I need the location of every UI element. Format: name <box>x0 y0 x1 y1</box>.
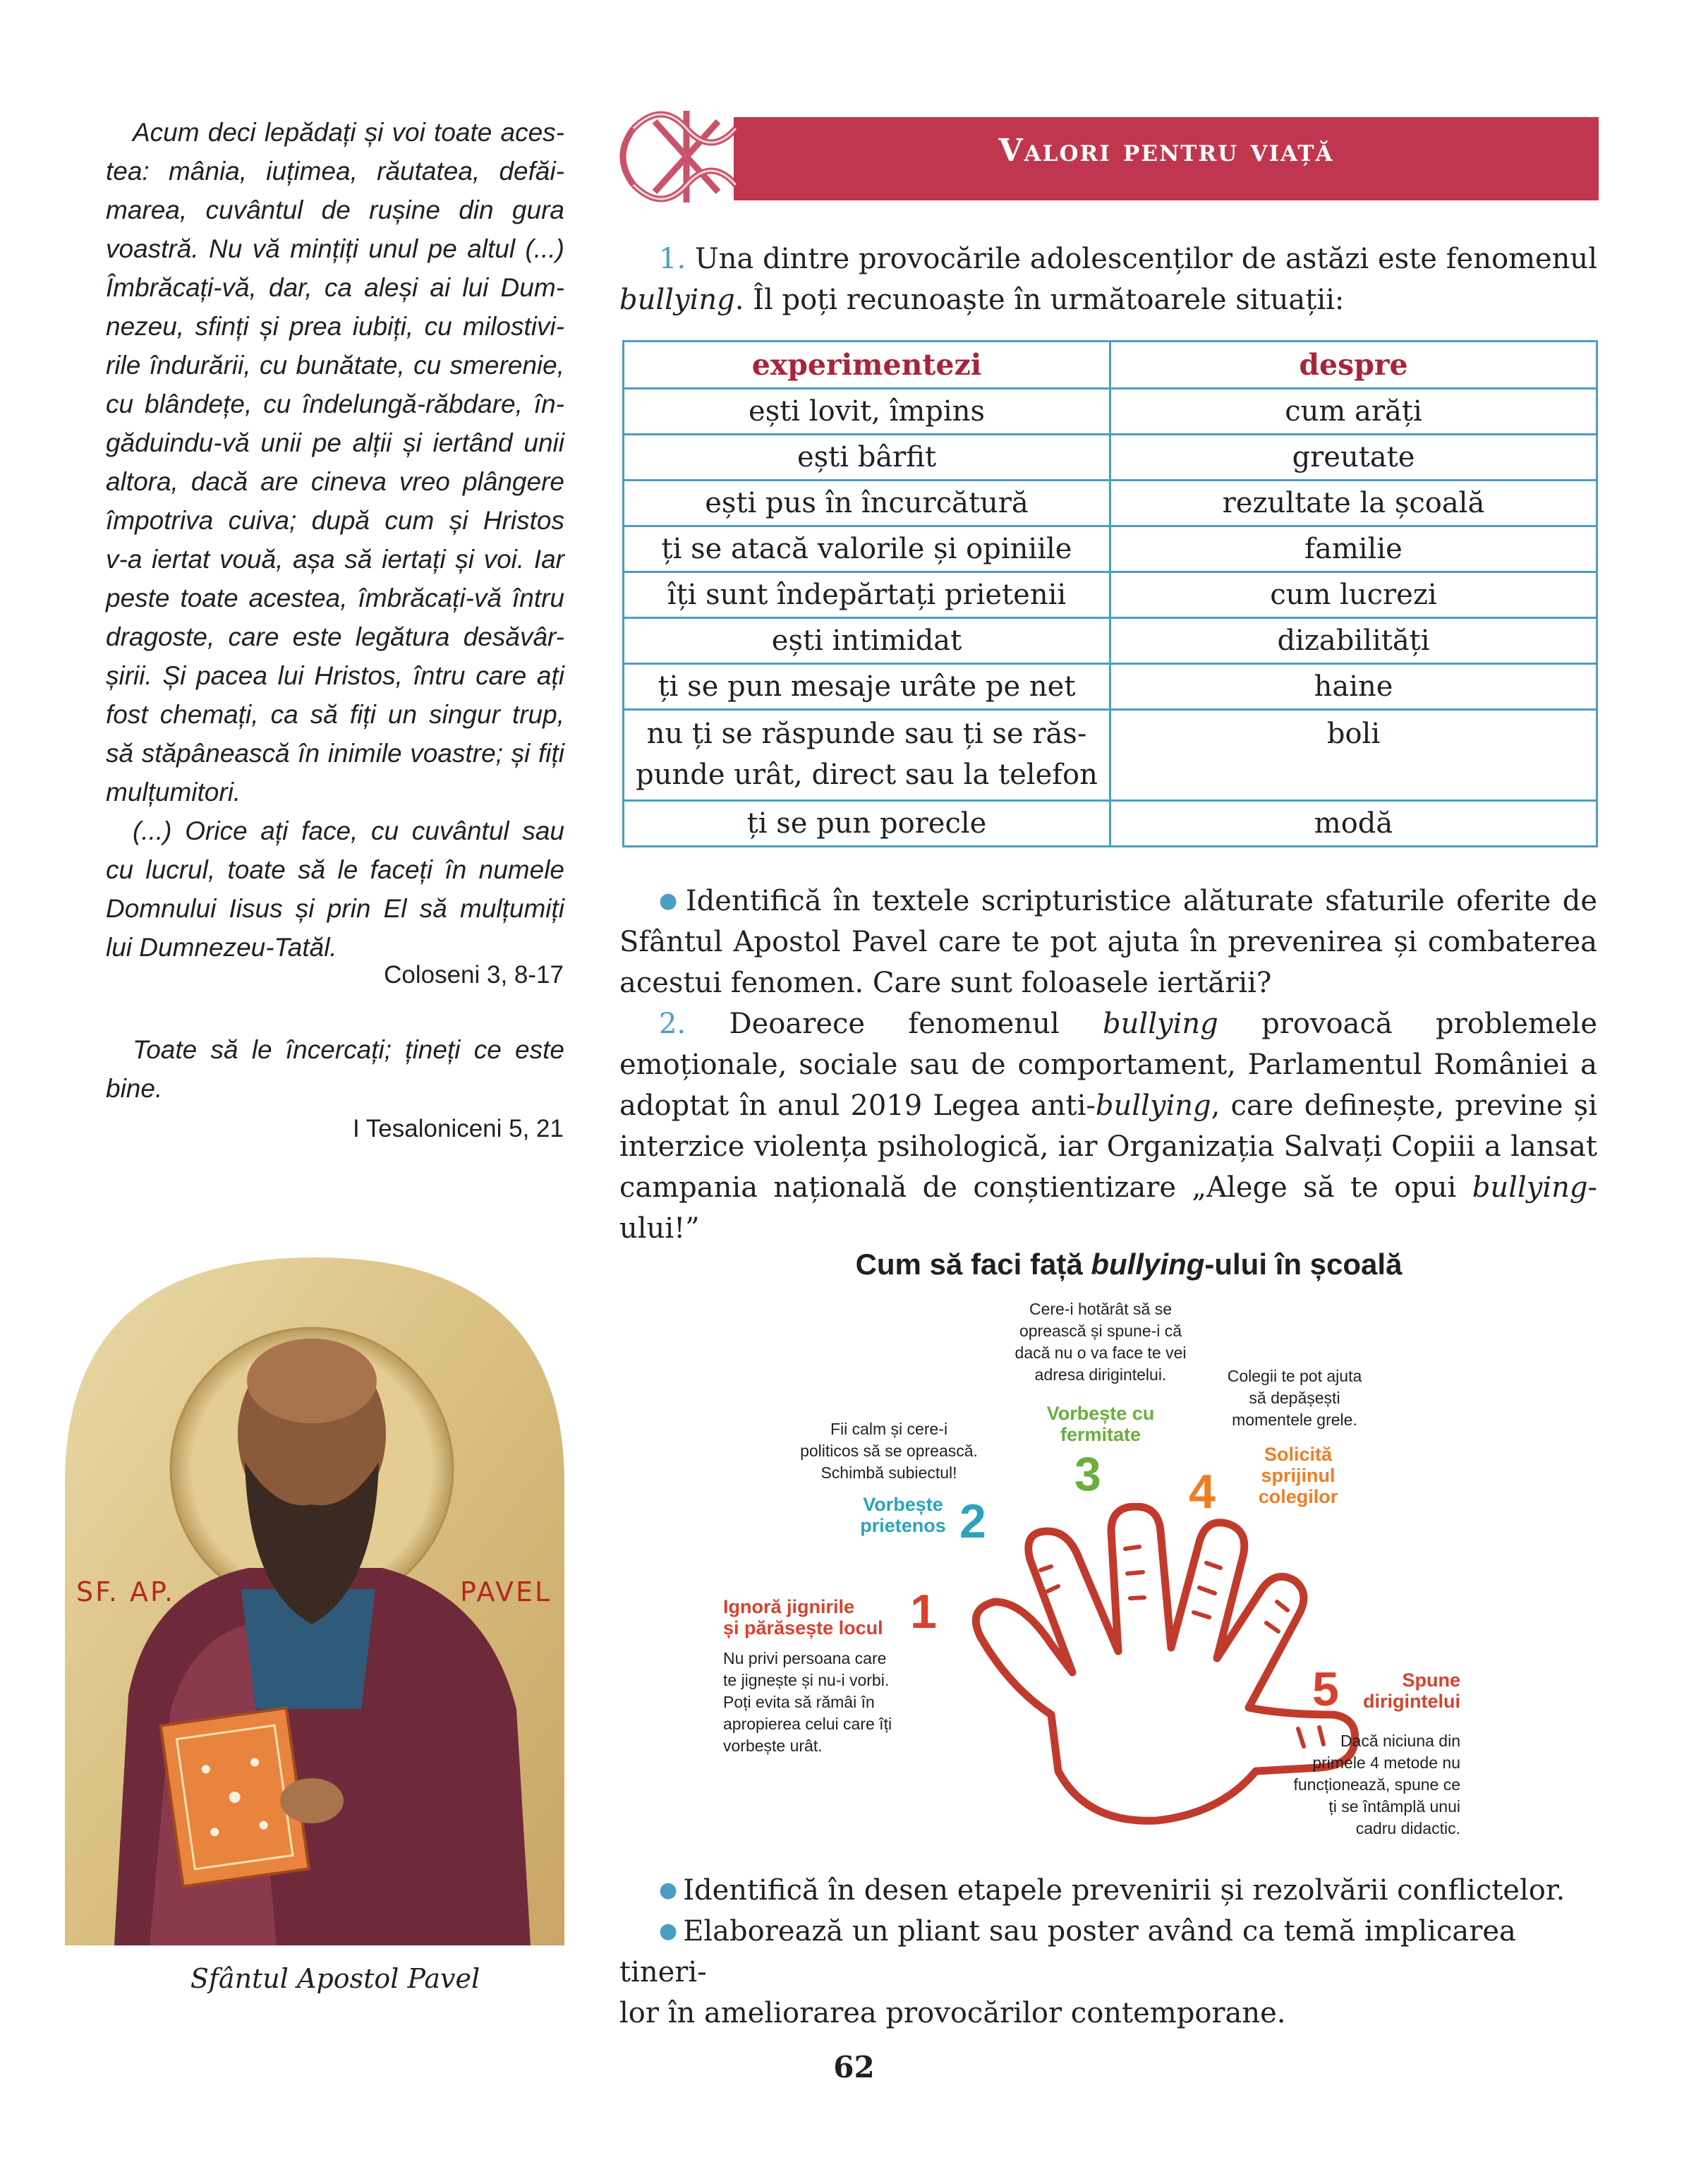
text-line: Solicită <box>1264 1444 1333 1465</box>
table-row <box>624 435 1597 481</box>
table-row <box>624 572 1597 618</box>
step-1-label <box>723 1596 907 1638</box>
bullet-3-text <box>619 1911 1597 2034</box>
bullet-icon: ● <box>659 1919 678 1943</box>
step-5-label <box>1355 1670 1460 1712</box>
text-emphasis: bullying <box>1472 1171 1588 1204</box>
cell-line: punde urât, direct sau la telefon <box>636 759 1098 791</box>
text-line: adresa dirigintelui. <box>1034 1365 1167 1384</box>
infographic-title <box>847 1248 1411 1281</box>
quote-lines <box>106 1030 564 1108</box>
task-number: 2. <box>659 1008 686 1040</box>
quote-line: șirii. Și pacea lui Hristos, întru care ați <box>106 661 564 690</box>
quote-lines <box>106 113 564 967</box>
text-line: momentele grele. <box>1232 1411 1357 1429</box>
column-header: despre <box>1110 342 1597 389</box>
quote-line: găduindu-vă unii pe alții și iertând unii <box>106 428 564 457</box>
table-header-row <box>624 342 1597 389</box>
text: Identifică în textele scripturistice alăturate sfaturile oferite de Sfântul Apostol Pavel care te pot ajuta în prevenirea și combaterea acestui fenomen. Care sunt foloasele iertării? <box>619 885 1597 999</box>
bullying-situations-table <box>622 340 1598 847</box>
text-line: oprească și spune-i că <box>1019 1322 1182 1340</box>
step-4-number: 4 <box>1189 1465 1216 1519</box>
text: , care definește, previne și interzice violența psihologică, iar Organizația Salvați Copiii a lansat campania națională de conștientizare „Alege să te opui <box>619 1089 1597 1204</box>
situation-cell: ești intimidat <box>624 618 1110 664</box>
text-line: Schimbă subiectul! <box>820 1463 957 1482</box>
topic-cell: dizabilități <box>1110 618 1597 664</box>
text-line: primele 4 metode nu <box>1312 1753 1460 1772</box>
section-title: Valori pentru viață <box>998 133 1334 169</box>
text-line: politicos să se oprească. <box>800 1442 978 1460</box>
step-2-label <box>840 1494 967 1536</box>
situation-cell: ți se pun mesaje urâte pe net <box>624 664 1110 710</box>
topic-cell: modă <box>1110 801 1597 847</box>
step-3-number: 3 <box>1074 1447 1101 1501</box>
icon-inscription-left: SF. AP. <box>76 1576 176 1607</box>
bullet-icon: ● <box>659 1878 678 1902</box>
text: provoacă problemele emoționale, sociale sau de comportament, Parlamentul României a adoptat în anul 2019 Legea anti- <box>619 1008 1597 1122</box>
text: -ului în școală <box>1204 1248 1403 1281</box>
step-5-number: 5 <box>1312 1662 1339 1716</box>
situation-cell: ți se pun porecle <box>624 801 1110 847</box>
text-emphasis: bullying <box>619 284 735 316</box>
text-line: vorbește urât. <box>723 1737 823 1755</box>
quote-line: bine. <box>106 1074 163 1103</box>
topic-cell: familie <box>1110 526 1597 572</box>
task-2-text <box>619 1003 1597 1249</box>
quote-line: nezeu, sfinți și prea iubiți, cu milostivi- <box>106 312 564 341</box>
quote-line: (...) Orice ați face, cu cuvântul sau <box>133 816 564 845</box>
icon-caption: Sfântul Apostol Pavel <box>190 1963 480 1994</box>
topic-cell: cum arăți <box>1110 389 1597 435</box>
text-line: Nu privi persoana care <box>723 1649 887 1667</box>
quote-line: dragoste, care este legătura desăvâr- <box>106 622 564 651</box>
quote-line: să stăpânească în inimile voastre; și fiți <box>106 739 564 768</box>
task-number: 1. <box>659 243 686 275</box>
quote-line: tea: mânia, iuțimea, răutatea, defăi- <box>106 157 564 186</box>
text-emphasis: bullying <box>1091 1248 1205 1281</box>
step-1-description <box>723 1648 928 1757</box>
text: Una dintre provocările adolescenților de astăzi este fenomenul <box>686 243 1597 275</box>
text-line: ți se întâmplă unui <box>1328 1797 1460 1816</box>
situation-cell: nu ți se răspunde sau ți se răs- punde urât, direct sau la telefon <box>624 710 1110 801</box>
bullet-icon: ● <box>659 888 680 913</box>
topic-cell: greutate <box>1110 435 1597 481</box>
step-3-label <box>1023 1403 1178 1445</box>
topic-cell: rezultate la școală <box>1110 481 1597 526</box>
quote-line: rile îndurării, cu bunătate, cu smerenie, <box>106 351 564 380</box>
text-line: sprijinul <box>1261 1465 1335 1486</box>
text-line: Dacă niciuna din <box>1340 1732 1460 1750</box>
text-line: te jignește și nu-i vorbi. <box>723 1671 890 1689</box>
bullet-2-text <box>619 1870 1597 1911</box>
quote-line: împotriva cuiva; după cum și Hristos <box>106 506 564 535</box>
text-line: Colegii te pot ajuta <box>1227 1367 1362 1385</box>
table-row <box>624 389 1597 435</box>
scripture-quote-colossians <box>106 113 564 967</box>
text-line: Ignoră jignirile <box>723 1596 855 1617</box>
icon-saint-paul-image <box>65 1257 564 1945</box>
column-header: experimentezi <box>624 342 1110 389</box>
quote-line: Acum deci lepădați și voi toate aces- <box>133 118 564 147</box>
situation-cell: ești lovit, împins <box>624 389 1110 435</box>
quote-line: Toate să le încercați; țineți ce este <box>133 1035 564 1064</box>
table-row <box>624 481 1597 526</box>
text-line: dirigintelui <box>1363 1691 1460 1712</box>
table-row <box>624 801 1597 847</box>
text-line: cadru didactic. <box>1355 1819 1460 1837</box>
situation-cell: îți sunt îndepărtați prietenii <box>624 572 1110 618</box>
quote-line: lui Dumnezeu-Tatăl. <box>106 933 337 962</box>
quote-line: cu blândețe, cu îndelungă-răbdare, în- <box>106 390 564 418</box>
page-number: 62 <box>833 2050 875 2084</box>
step-5-description <box>1273 1730 1460 1840</box>
quote-line: fost chemați, ca să fiți un singur trup, <box>106 700 564 729</box>
text-line: Vorbește cu <box>1046 1403 1155 1424</box>
text: Deoarece fenomenul <box>686 1008 1103 1040</box>
text-line: colegilor <box>1258 1486 1338 1507</box>
text-line: funcționează, spune ce <box>1293 1775 1460 1794</box>
quote-line: v-a iertat vouă, așa să iertați și voi. Iar <box>106 545 564 574</box>
text: . Îl poți recunoaște în următoarele situații: <box>734 284 1345 316</box>
quote-line: mulțumitori. <box>106 778 241 807</box>
scripture-quote-thessalonians <box>106 1030 564 1108</box>
quote-line: Domnului Iisus și prin El să mulțumiți <box>106 894 564 923</box>
text-line: Vorbește <box>863 1494 943 1515</box>
table-row <box>624 710 1597 801</box>
quote-line: Îmbrăcați-vă, dar, ca aleși ai lui Dum- <box>106 273 564 302</box>
text-line: Cere-i hotărât să se <box>1029 1300 1172 1318</box>
text-emphasis: bullying <box>1095 1089 1211 1122</box>
icon-inscription-right: PAVEL <box>460 1576 552 1607</box>
situation-cell: ești bârfit <box>624 435 1110 481</box>
quote-line: cu lucrul, toate să le faceți în numele <box>106 855 564 884</box>
text-line: fermitate <box>1060 1424 1141 1445</box>
text-line: Poți evita să rămâi în <box>723 1693 875 1711</box>
step-2-description <box>797 1418 981 1484</box>
text-line: dacă nu o va face te vei <box>1014 1344 1187 1362</box>
quote-line: voastră. Nu vă mințiți unul pe altul (...) <box>106 234 564 263</box>
step-3-description <box>1009 1298 1192 1386</box>
text: Cum să faci față <box>855 1248 1091 1281</box>
step-4-description <box>1206 1365 1383 1431</box>
table-row <box>624 664 1597 710</box>
situation-cell: ești pus în încurcătură <box>624 481 1110 526</box>
situation-cell: ți se atacă valorile și opiniile <box>624 526 1110 572</box>
topic-cell: boli <box>1110 710 1597 801</box>
text-line: Fii calm și cere-i <box>830 1420 948 1438</box>
text-line: să depășești <box>1249 1389 1340 1407</box>
bullet-1-text <box>619 881 1597 1003</box>
text: -ului!” <box>619 1171 1597 1245</box>
quote-line: peste toate acestea, îmbrăcați-vă întru <box>106 584 564 612</box>
text-line: și părăsește locul <box>723 1617 883 1638</box>
table-row <box>624 526 1597 572</box>
text-line: prietenos <box>860 1515 946 1536</box>
quote-line: marea, cuvântul de rușine din gura <box>106 195 564 224</box>
text-emphasis: bullying <box>1103 1008 1218 1040</box>
step-4-label <box>1242 1444 1355 1507</box>
text: Elaborează un pliant sau poster având ca temă implicarea tineri- <box>619 1915 1516 1988</box>
quote-line: altora, dacă are cineva vreo plângere <box>106 467 564 496</box>
text-line: Spune <box>1402 1670 1460 1691</box>
table-row <box>624 618 1597 664</box>
text-line: apropierea celui care îți <box>723 1715 892 1733</box>
reference-colossians: Coloseni 3, 8-17 <box>384 961 564 989</box>
topic-cell: cum lucrezi <box>1110 572 1597 618</box>
text: Identifică în desen etapele prevenirii și rezolvării conflictelor. <box>683 1874 1565 1907</box>
reference-thessalonians: I Tesaloniceni 5, 21 <box>352 1115 564 1142</box>
step-2-number: 2 <box>959 1495 986 1548</box>
topic-cell: haine <box>1110 664 1597 710</box>
step-1-number: 1 <box>910 1585 937 1638</box>
text: lor în ameliorarea provocărilor contemporane. <box>619 1997 1286 2029</box>
task-1-text <box>619 239 1597 320</box>
